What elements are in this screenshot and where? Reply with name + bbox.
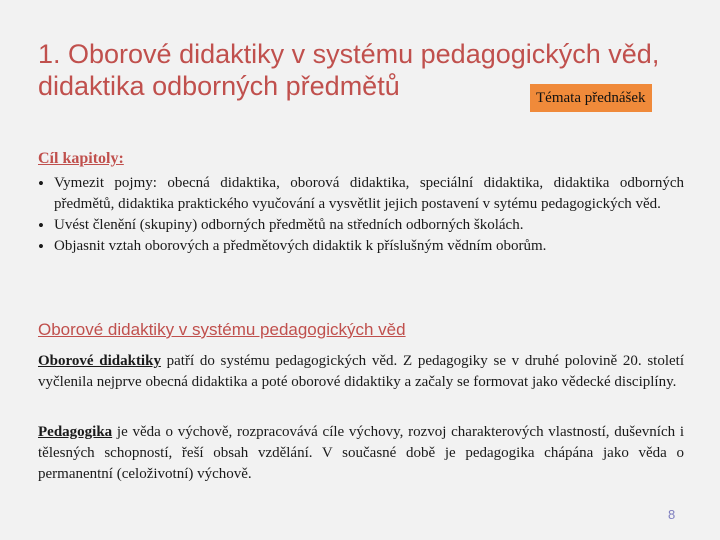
paragraph-text: je věda o výchově, rozpracovává cíle výchovy, rozvoj charakterových vlastností, duševních i tělesných schopností, řeší obsah vzdělání. V současné době je pedagogika chápána jako věda o permanentní (celoživotní) výchově. <box>38 424 684 482</box>
goal-item: • Objasnit vztah oborových a předmětových didaktik k příslušným vědním oborům. <box>38 236 684 257</box>
lecture-topics-button[interactable]: Témata přednášek <box>530 84 652 112</box>
paragraph-pedagogika <box>38 422 684 485</box>
chapter-goal-heading: Cíl kapitoly: <box>38 150 124 167</box>
paragraph-text: patří do systému pedagogických věd. Z pedagogiky se v druhé polovině 20. století vyčlenila nejprve obecná didaktika a poté oborové didaktiky a začaly se formovat jako vědecké disciplíny. <box>38 353 684 390</box>
term-oborove-didaktiky: Oborové didaktiky <box>38 353 161 369</box>
goal-list <box>38 173 684 257</box>
paragraph-oborove-didaktiky <box>38 351 684 393</box>
page-number: 8 <box>668 507 676 522</box>
section-heading: Oborové didaktiky v systému pedagogických věd <box>38 320 406 339</box>
goal-item: • Vymezit pojmy: obecná didaktika, oborová didaktika, speciální didaktika, didaktika odborných předmětů, didaktika praktického vyučování a vysvětlit jejich postavení v sytému pedagogických věd. <box>38 173 684 215</box>
term-pedagogika: Pedagogika <box>38 424 113 440</box>
goal-item: • Uvést členění (skupiny) odborných předmětů na středních odborných školách. <box>38 215 684 236</box>
slide-title: 1. Oborové didaktiky v systému pedagogických věd, didaktika odborných předmětů <box>38 39 660 101</box>
